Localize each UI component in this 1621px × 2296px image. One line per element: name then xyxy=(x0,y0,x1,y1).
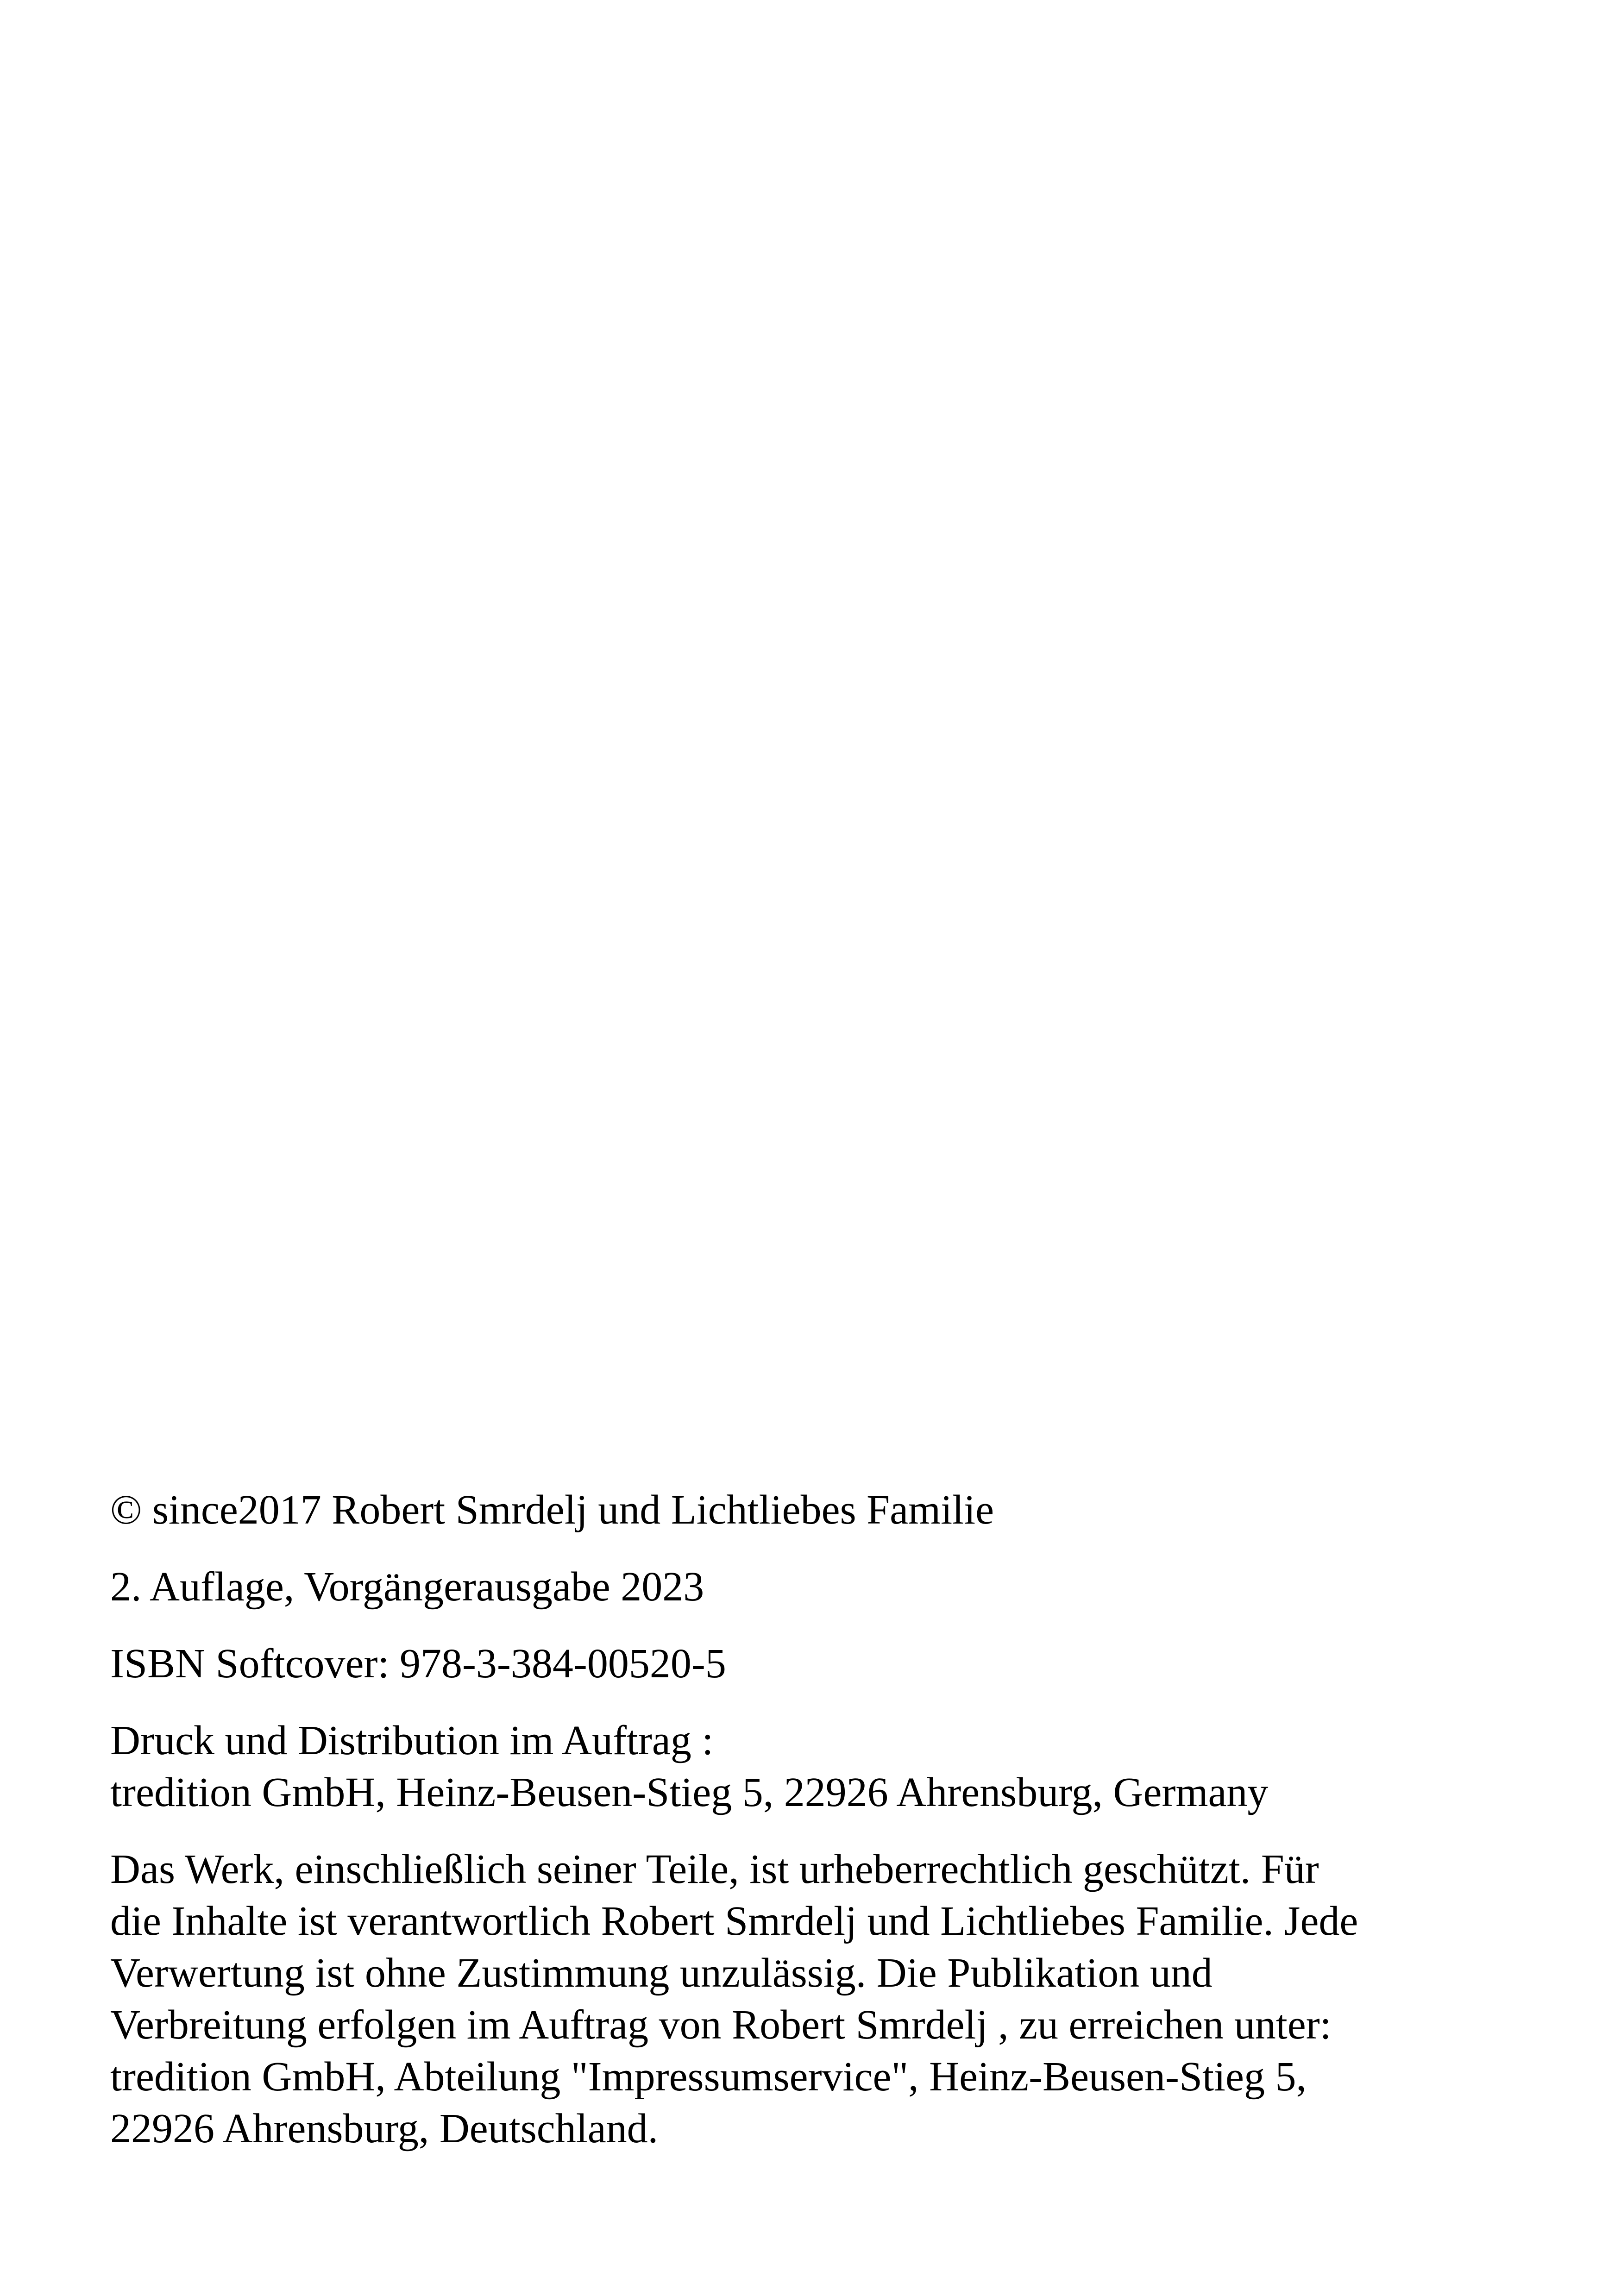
legal-line: Verbreitung erfolgen im Auftrag von Robert Smrdelj , zu erreichen unter: xyxy=(110,2002,1332,2048)
legal-line: Verwertung ist ohne Zustimmung unzulässig. Die Publikation und xyxy=(110,1950,1213,1996)
imprint-block xyxy=(110,1484,1546,2180)
distribution-line: Druck und Distribution im Auftrag : xyxy=(110,1718,714,1763)
isbn-info: ISBN Softcover: 978-3-384-00520-5 xyxy=(110,1641,726,1687)
distribution-line: tredition GmbH, Heinz-Beusen-Stieg 5, 22926 Ahrensburg, Germany xyxy=(110,1769,1269,1815)
distribution-info xyxy=(110,1715,1546,1819)
legal-line: Das Werk, einschließlich seiner Teile, ist urheberrechtlich geschützt. Für xyxy=(110,1846,1319,1892)
legal-line: 22926 Ahrensburg, Deutschland. xyxy=(110,2106,659,2152)
legal-line: die Inhalte ist verantwortlich Robert Smrdelj und Lichtliebes Familie. Jede xyxy=(110,1898,1358,1944)
edition-info: 2. Auflage, Vorgängerausgabe 2023 xyxy=(110,1564,704,1610)
copyright-notice: © since2017 Robert Smrdelj und Lichtliebes Familie xyxy=(110,1487,994,1533)
legal-notice xyxy=(110,1844,1546,2155)
legal-line: tredition GmbH, Abteilung "Impressumservice", Heinz-Beusen-Stieg 5, xyxy=(110,2054,1307,2100)
